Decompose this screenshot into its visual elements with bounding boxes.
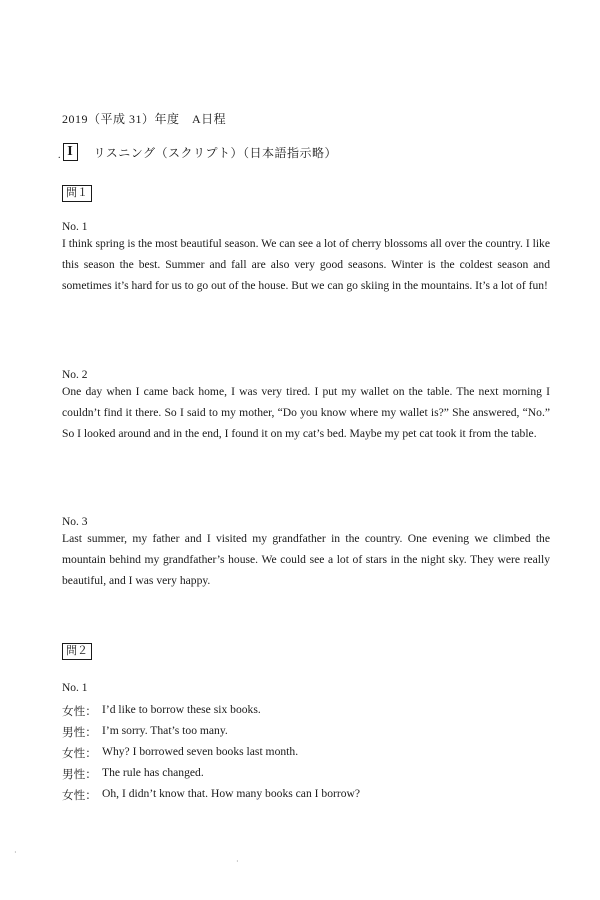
part1-item-3 xyxy=(62,516,550,591)
part1-label-box: 問１ xyxy=(62,185,92,202)
scan-mark-center: · xyxy=(236,857,239,866)
dialogue-text: The rule has changed. xyxy=(102,766,204,779)
section-dot: . xyxy=(58,149,61,161)
section-number-box: I xyxy=(63,143,78,161)
part2-heading xyxy=(62,641,92,660)
item-script: Last summer, my father and I visited my grandfather in the country. One evening we climbed the mountain behind my grandfather’s house. We could see a lot of stars in the night sky. They were really beautiful, and I was very happy. xyxy=(62,532,550,587)
speaker-label: 女性： xyxy=(62,705,97,718)
part1-item-2 xyxy=(62,369,550,444)
section-heading xyxy=(58,143,337,161)
dialogue-text: Why? I borrowed seven books last month. xyxy=(102,745,299,758)
speaker-label: 女性： xyxy=(62,789,97,802)
item-script: One day when I came back home, I was very tired. I put my wallet on the table. The next morning I couldn’t find it there. So I said to my mother, “Do you know where my wallet is?” She answered, “No.” So I looked around and in the end, I found it on my cat’s bed. Maybe my pet cat took it from the table. xyxy=(62,385,550,440)
speaker-label: 男性： xyxy=(62,726,97,739)
item-number: No. 2 xyxy=(62,369,88,381)
dialogue-line xyxy=(62,724,228,740)
dialogue-line xyxy=(62,787,360,803)
dialogue-line xyxy=(62,766,204,782)
part1-heading xyxy=(62,183,92,202)
item-script: I think spring is the most beautiful season. We can see a lot of cherry blossoms all over the country. I like this season the best. Summer and fall are also very good seasons. Winter is the coldest season and sometimes it’s hard for us to go out of the house. But we can go skiing in the mountains. It’s a lot of fun! xyxy=(62,237,550,292)
exam-year-header: 2019（平成 31）年度 A日程 xyxy=(62,112,227,126)
speaker-label: 男性： xyxy=(62,768,97,781)
dialogue-line xyxy=(62,703,261,719)
dialogue-text: I’d like to borrow these six books. xyxy=(102,703,261,716)
dialogue-text: Oh, I didn’t know that. How many books can I borrow? xyxy=(102,787,361,800)
part1-item-1 xyxy=(62,221,550,296)
dialogue-text: I’m sorry. That’s too many. xyxy=(102,724,228,737)
dialogue-line xyxy=(62,745,298,761)
part2-item-number: No. 1 xyxy=(62,682,88,694)
item-number: No. 3 xyxy=(62,516,88,528)
part2-label-box: 問２ xyxy=(62,643,92,660)
section-title: リスニング（スクリプト）（日本語指示略） xyxy=(93,145,338,160)
item-number: No. 1 xyxy=(62,221,88,233)
scan-mark-left: · xyxy=(14,848,17,857)
speaker-label: 女性： xyxy=(62,747,97,760)
